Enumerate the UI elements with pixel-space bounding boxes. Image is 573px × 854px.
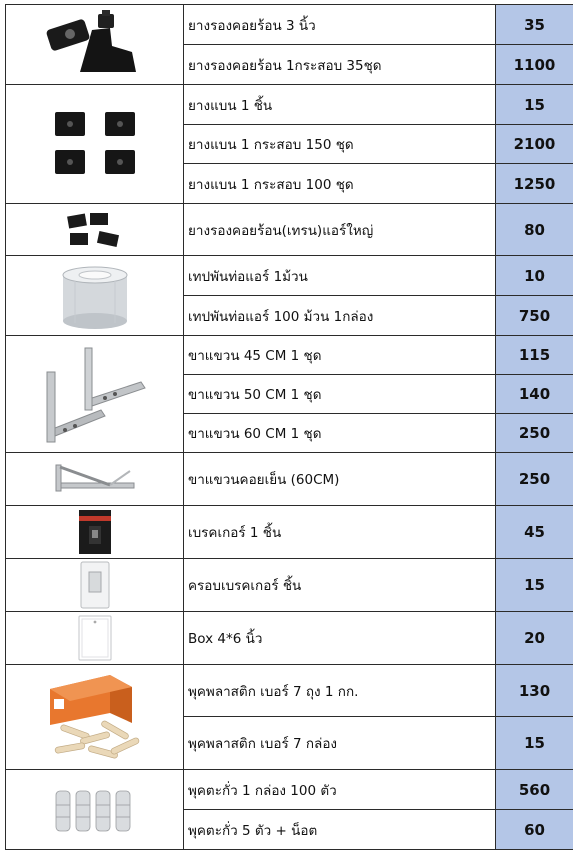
item-name: ยางรองคอยร้อน 1กระสอบ 35ชุด	[184, 45, 496, 85]
price-list-table	[5, 4, 573, 850]
item-price: 250	[496, 453, 573, 506]
item-name: ยางรองคอยร้อน 3 นิ้ว	[184, 5, 496, 45]
item-name: เบรคเกอร์ 1 ชิ้น	[184, 506, 496, 559]
item-price: 15	[496, 717, 573, 770]
item-name: พุคตะกั่ว 5 ตัว + น็อต	[184, 810, 496, 850]
wall-bracket-icon	[6, 336, 184, 453]
item-name: พุคพลาสติก เบอร์ 7 ถุง 1 กก.	[184, 665, 496, 717]
item-price: 35	[496, 5, 573, 45]
table-row	[6, 559, 573, 612]
item-price: 1100	[496, 45, 573, 85]
item-name: ยางรองคอยร้อน(เทรน)แอร์ใหญ่	[184, 204, 496, 256]
item-price: 10	[496, 256, 573, 296]
item-name: ยางแบน 1 กระสอบ 100 ชุด	[184, 164, 496, 204]
table-row	[6, 5, 573, 45]
large-rubber-pads-icon	[6, 204, 184, 256]
item-price: 60	[496, 810, 573, 850]
item-name: ขาแขวน 50 CM 1 ชุด	[184, 375, 496, 414]
item-name: ขาแขวน 45 CM 1 ชุด	[184, 336, 496, 375]
item-price: 130	[496, 665, 573, 717]
item-name: ขาแขวน 60 CM 1 ชุด	[184, 414, 496, 453]
item-name: เทปพันท่อแอร์ 100 ม้วน 1กล่อง	[184, 296, 496, 336]
item-price: 250	[496, 414, 573, 453]
table-row	[6, 256, 573, 296]
item-name: ครอบเบรคเกอร์ ชิ้น	[184, 559, 496, 612]
item-name: ยางแบน 1 ชิ้น	[184, 85, 496, 125]
item-price: 15	[496, 85, 573, 125]
item-name: ขาแขวนคอยเย็น (60CM)	[184, 453, 496, 506]
item-price: 1250	[496, 164, 573, 204]
table-row	[6, 770, 573, 810]
cold-coil-bracket-icon	[6, 453, 184, 506]
breaker-icon	[6, 506, 184, 559]
item-name: ยางแบน 1 กระสอบ 150 ชุด	[184, 125, 496, 164]
flat-rubber-pads-icon	[6, 85, 184, 204]
item-price: 115	[496, 336, 573, 375]
item-name: พุคตะกั่ว 1 กล่อง 100 ตัว	[184, 770, 496, 810]
item-name: Box 4*6 นิ้ว	[184, 612, 496, 665]
table-row	[6, 612, 573, 665]
plastic-wall-plugs-icon	[6, 665, 184, 770]
table-row	[6, 665, 573, 717]
item-price: 560	[496, 770, 573, 810]
table-row	[6, 85, 573, 125]
table-row	[6, 453, 573, 506]
breaker-cover-icon	[6, 559, 184, 612]
item-price: 20	[496, 612, 573, 665]
item-price: 2100	[496, 125, 573, 164]
pipe-tape-roll-icon	[6, 256, 184, 336]
junction-box-icon	[6, 612, 184, 665]
item-price: 45	[496, 506, 573, 559]
item-price: 15	[496, 559, 573, 612]
rubber-condenser-pad-icon	[6, 5, 184, 85]
item-name: เทปพันท่อแอร์ 1ม้วน	[184, 256, 496, 296]
table-row	[6, 506, 573, 559]
table-row	[6, 204, 573, 256]
item-price: 80	[496, 204, 573, 256]
item-name: พุคพลาสติก เบอร์ 7 กล่อง	[184, 717, 496, 770]
anchor-bolts-icon	[6, 770, 184, 850]
table-row	[6, 336, 573, 375]
item-price: 750	[496, 296, 573, 336]
item-price: 140	[496, 375, 573, 414]
